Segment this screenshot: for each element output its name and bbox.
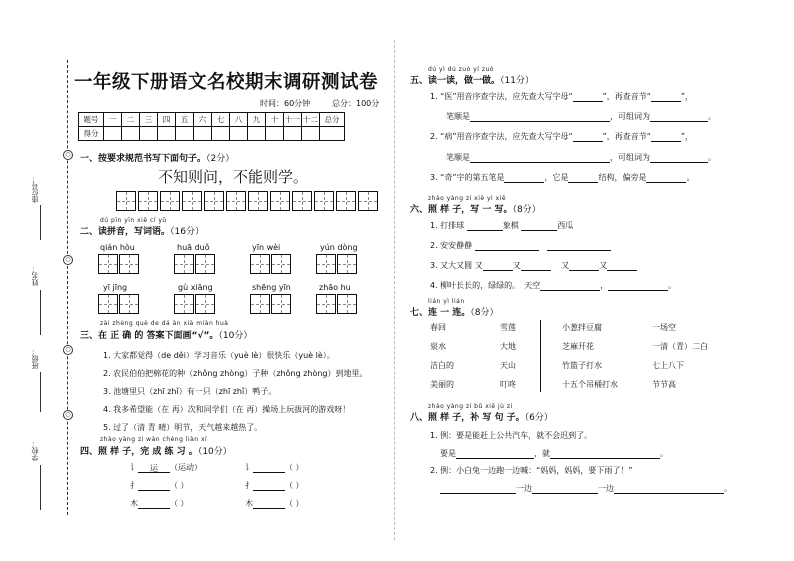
q-text: 一边 <box>598 484 614 493</box>
word-blank[interactable]: （ ） <box>170 481 189 490</box>
writing-cell[interactable] <box>204 191 224 211</box>
score-input-cell[interactable] <box>122 127 140 141</box>
radical-row[interactable] <box>245 480 304 491</box>
answer-blank[interactable] <box>504 173 544 183</box>
choice-item[interactable]: 5. 过了（清 青 晴）明节，天气越来越热了。 <box>103 423 263 432</box>
pinyin-answer-cell[interactable] <box>174 254 194 274</box>
match-item[interactable]: 叮咚 <box>500 380 516 389</box>
radical: 扌 <box>130 481 138 490</box>
pinyin-answer-cell[interactable] <box>250 254 270 274</box>
example-8-2: 2. 例：小白兔一边跑一边喊：“妈妈，妈妈，要下雨了！” <box>430 466 633 475</box>
section-7-title-text: 七、连 一 连。 <box>410 308 471 318</box>
q-text: 2. “病”用音序查字法，应先查大写字母“ <box>430 132 573 141</box>
score-table-cell: 一 <box>104 113 122 127</box>
match-item[interactable]: 七上八下 <box>652 361 684 370</box>
score-input-cell[interactable] <box>266 127 284 141</box>
question-5-1-stroke <box>446 111 716 122</box>
score-input-cell[interactable] <box>104 127 122 141</box>
score-input-cell[interactable] <box>140 127 158 141</box>
total-score-label: 总分：100分 <box>332 99 380 108</box>
pinyin-word: gù xiāng <box>178 283 213 292</box>
question-8-2 <box>440 483 732 494</box>
answer-blank[interactable] <box>568 173 598 183</box>
match-item[interactable]: 节节高 <box>652 380 676 389</box>
class-label: 班级： <box>31 348 39 369</box>
binding-dashed-line <box>67 60 68 515</box>
q-text: 笔顺是 <box>446 153 470 162</box>
radical-row[interactable] <box>130 498 189 509</box>
q-text: ， <box>600 281 609 290</box>
question-5-3 <box>430 172 694 183</box>
pinyin-answer-cell[interactable] <box>337 254 357 274</box>
answer-blank[interactable] <box>532 484 598 494</box>
score-table-score-row <box>79 127 345 141</box>
q-text: 又 <box>599 261 608 270</box>
answer-blank[interactable] <box>475 241 539 251</box>
pinyin-answer-cell[interactable] <box>195 254 215 274</box>
score-table <box>78 112 345 141</box>
pinyin-answer-cell[interactable] <box>119 254 139 274</box>
q-text: 。 <box>708 153 716 162</box>
word-blank[interactable]: （ ） <box>170 499 189 508</box>
score-table-cell: 二 <box>122 113 140 127</box>
answer-blank[interactable] <box>470 112 610 122</box>
writing-cell[interactable] <box>314 191 334 211</box>
section-7-pinyin: lián yì lián <box>428 298 465 305</box>
section-8-pinyin: zhào yàng zi bǔ xiě jù zi <box>428 403 513 410</box>
writing-cell[interactable] <box>358 191 378 211</box>
section-4-points: （10分） <box>197 447 232 457</box>
match-item[interactable]: 竹篮子打水 <box>562 361 602 370</box>
answer-blank[interactable] <box>456 449 534 459</box>
seat-number-label: 座位号： <box>31 175 39 203</box>
answer-blank[interactable] <box>573 92 603 102</box>
score-table-cell: 八 <box>230 113 248 127</box>
answer-blank[interactable] <box>521 221 557 231</box>
q-text: 。 <box>668 281 677 290</box>
q-text: 。 <box>724 484 732 493</box>
answer-blank[interactable] <box>540 281 600 291</box>
word-blank[interactable]: （ ） <box>285 481 304 490</box>
answer-blank[interactable]: 运 <box>138 463 170 473</box>
q-text: 1. “医”用音序查字法，应先查大写字母“ <box>430 92 573 101</box>
radical-row[interactable] <box>130 462 202 473</box>
q-text: ，可组词为 <box>610 153 650 162</box>
radical-row[interactable] <box>130 480 189 491</box>
choice-item[interactable]: 4. 我多希望能（在 再）次和同学们（在 再）操场上玩拔河的游戏呀！ <box>103 405 351 414</box>
example-8-1: 1. 例：要是能赶上公共汽车，就不会迟到了。 <box>430 431 593 440</box>
answer-blank[interactable] <box>608 281 668 291</box>
score-table-cell: 总分 <box>320 113 345 127</box>
q-text: 象棋 <box>502 221 519 230</box>
score-input-cell[interactable] <box>212 127 230 141</box>
answer-blank[interactable] <box>569 261 599 271</box>
section-5-title-text: 五、读一读，做一做。 <box>410 76 501 86</box>
answer-blank[interactable] <box>253 481 285 491</box>
match-item[interactable]: 十五个吊桶打水 <box>562 380 618 389</box>
q-text: ”， <box>680 92 694 101</box>
section-7-title <box>410 305 499 318</box>
q-text: 又 <box>474 261 483 270</box>
section-4-title-text: 四、照 样 子，完 成 练 习 。 <box>80 447 198 457</box>
writing-cell[interactable] <box>182 191 202 211</box>
q-text: 。 <box>686 173 695 182</box>
q-text: ”， <box>680 132 694 141</box>
section-2-points: （16分） <box>170 227 204 237</box>
writing-cell[interactable] <box>336 191 356 211</box>
match-item[interactable]: 天山 <box>500 361 516 370</box>
answer-blank[interactable] <box>483 261 513 271</box>
section-4-title <box>80 444 232 457</box>
score-input-cell[interactable] <box>320 127 345 141</box>
score-table-cell: 得分 <box>79 127 104 141</box>
pinyin-answer-cell[interactable] <box>119 294 139 314</box>
q-text: ，它是 <box>544 173 569 182</box>
q-text: 4. 柳叶长长的，绿绿的。 <box>430 281 517 290</box>
writing-cell[interactable] <box>248 191 268 211</box>
page-title: 一年级下册语文名校期末调研测试卷 <box>74 72 379 93</box>
pinyin-word: yīn wèi <box>252 243 281 252</box>
section-6-pinyin: zhào yàng zi xiě yì xiě <box>428 195 507 202</box>
q-text: ”，再查音节“ <box>602 132 651 141</box>
q-text: 结构，偏旁是 <box>598 173 647 182</box>
word-blank[interactable]: （运动） <box>170 463 202 472</box>
q-text: 笔顺是 <box>446 112 470 121</box>
section-3-points: （10分） <box>218 331 253 341</box>
score-input-cell[interactable] <box>176 127 194 141</box>
score-input-cell[interactable] <box>284 127 302 141</box>
pinyin-answer-cell[interactable] <box>195 294 215 314</box>
radical: 木 <box>245 499 253 508</box>
question-8-1 <box>440 448 668 459</box>
school-line[interactable] <box>40 465 41 510</box>
time-label: 时间：60分钟 <box>260 99 311 108</box>
binding-hole: ○ <box>63 255 73 265</box>
q-text: 又 <box>561 261 570 270</box>
answer-blank[interactable] <box>646 173 686 183</box>
section-7-points: （8分） <box>470 308 499 318</box>
score-table-cell: 三 <box>140 113 158 127</box>
answer-blank[interactable] <box>614 484 724 494</box>
section-5-pinyin: dú yì dú zuò yí zuò <box>428 66 494 73</box>
question-6-3 <box>430 260 637 271</box>
school-label: 学校： <box>31 440 39 461</box>
q-text: 天空 <box>524 281 541 290</box>
page-divider <box>394 40 395 540</box>
writing-cell[interactable] <box>116 191 136 211</box>
binding-hole: ○ <box>63 410 73 420</box>
writing-cell[interactable] <box>160 191 180 211</box>
pinyin-answer-cell[interactable] <box>271 254 291 274</box>
match-divider <box>540 320 541 392</box>
q-text: 。 <box>708 112 716 121</box>
question-6-4 <box>430 280 676 291</box>
section-8-title-text: 八、照 样 子，补 写 句 子。 <box>410 413 525 423</box>
section-3-title-text: 三、在 正 确 的 答案下面画“√”。 <box>80 331 219 341</box>
pinyin-answer-cell[interactable] <box>174 294 194 314</box>
pinyin-word: huā duǒ <box>177 243 210 252</box>
answer-blank[interactable] <box>138 481 170 491</box>
score-table-cell: 九 <box>248 113 266 127</box>
section-1-points: （2分） <box>206 154 235 164</box>
radical: 讠 <box>130 463 138 472</box>
score-table-cell: 四 <box>158 113 176 127</box>
section-8-points: （6分） <box>524 413 553 423</box>
q-text: 西瓜 <box>557 221 574 230</box>
match-item[interactable]: 洁白的 <box>430 361 454 370</box>
answer-blank[interactable] <box>253 463 285 473</box>
answer-blank[interactable] <box>521 261 551 271</box>
pinyin-answer-cell[interactable] <box>316 294 336 314</box>
match-item[interactable]: 泉水 <box>430 342 446 351</box>
writing-cell[interactable] <box>138 191 158 211</box>
match-item[interactable]: 一清（青）二白 <box>652 342 708 351</box>
score-input-cell[interactable] <box>194 127 212 141</box>
q-text: 3. “奇”字的第五笔是 <box>430 173 505 182</box>
section-2-pinyin: dú pīn yīn xiě cí yǔ <box>100 217 167 224</box>
score-table-cell: 六 <box>194 113 212 127</box>
name-label: 姓名： <box>31 265 39 286</box>
score-table-cell: 七 <box>212 113 230 127</box>
score-table-cell: 题号 <box>79 113 104 127</box>
answer-blank[interactable] <box>467 221 503 231</box>
section-4-pinyin: zhào yàng zi wán chéng liàn xí <box>100 436 208 443</box>
writing-cell[interactable] <box>292 191 312 211</box>
section-5-title <box>410 73 534 86</box>
q-text: ”，再查音节“ <box>602 92 651 101</box>
pinyin-word: yún dòng <box>320 243 358 252</box>
pinyin-answer-cell[interactable] <box>316 254 336 274</box>
q-text: ，就 <box>534 449 550 458</box>
score-input-cell[interactable] <box>302 127 320 141</box>
match-item[interactable]: 雪莲 <box>500 323 516 332</box>
question-6-1 <box>430 220 573 231</box>
section-6-points: （8分） <box>512 205 541 215</box>
score-input-cell[interactable] <box>230 127 248 141</box>
answer-blank[interactable] <box>650 112 708 122</box>
section-8-title <box>410 410 553 423</box>
class-line[interactable] <box>40 372 41 412</box>
radical: 扌 <box>245 481 253 490</box>
pinyin-word: yī jīng <box>103 283 128 292</box>
word-blank[interactable]: （ ） <box>285 463 304 472</box>
choice-item[interactable]: 2. 农民伯伯把棉花的种（zhǒng zhòng）子种（zhǒng zhòng）到地里。 <box>103 369 368 378</box>
answer-blank[interactable] <box>651 132 681 142</box>
answer-blank[interactable] <box>651 92 681 102</box>
question-5-1 <box>430 91 693 102</box>
q-text: 又 <box>512 261 521 270</box>
section-3-pinyin: zài zhèng què de dá àn xià miàn huà <box>100 320 229 327</box>
writing-grid[interactable] <box>116 189 382 211</box>
section-1-title <box>80 151 234 164</box>
q-text: 。 <box>660 449 668 458</box>
match-item[interactable]: 一场空 <box>652 323 676 332</box>
score-table-cell: 十二 <box>302 113 320 127</box>
score-input-cell[interactable] <box>248 127 266 141</box>
writing-cell[interactable] <box>226 191 246 211</box>
section-6-title <box>410 202 541 215</box>
q-text: ，可组词为 <box>610 112 650 121</box>
score-table-header-row <box>79 113 345 127</box>
answer-blank[interactable] <box>650 153 708 163</box>
radical-row[interactable] <box>245 498 304 509</box>
question-5-2-stroke <box>446 152 716 163</box>
answer-blank[interactable] <box>547 241 611 251</box>
answer-blank[interactable] <box>253 499 285 509</box>
pinyin-answer-cell[interactable] <box>98 254 118 274</box>
match-item[interactable]: 芝麻开花 <box>562 342 594 351</box>
match-item[interactable]: 小葱拌豆腐 <box>562 323 602 332</box>
answer-blank[interactable] <box>440 484 516 494</box>
pinyin-word: zhāo hu <box>319 283 351 292</box>
pinyin-word: shēng yīn <box>252 283 291 292</box>
section-5-points: （11分） <box>500 76 534 86</box>
radical: 木 <box>130 499 138 508</box>
answer-blank[interactable] <box>573 132 603 142</box>
q-text: 1. 打排球 <box>430 221 465 230</box>
binding-hole: ○ <box>63 345 73 355</box>
score-table-cell: 十一 <box>284 113 302 127</box>
pinyin-answer-cell[interactable] <box>250 294 270 314</box>
binding-hole: ○ <box>63 150 73 160</box>
score-input-cell[interactable] <box>158 127 176 141</box>
question-6-2 <box>430 240 611 251</box>
section-3-title <box>80 328 252 341</box>
match-item[interactable]: 大地 <box>500 342 516 351</box>
q-text: 要是 <box>440 449 456 458</box>
section-1-title-text: 一、按要求规范书写下面句子。 <box>80 154 207 164</box>
match-item[interactable]: 美丽的 <box>430 380 454 389</box>
section-6-title-text: 六、照 样 子，写 一 写。 <box>410 205 513 215</box>
name-line[interactable] <box>40 290 41 335</box>
section-2-title-text: 二、读拼音，写词语。 <box>80 227 171 237</box>
section-2-title <box>80 224 204 237</box>
q-text: 2. 安安静静 <box>430 241 473 250</box>
radical-row[interactable] <box>245 462 304 473</box>
choice-item[interactable]: 1. 大家都觉得（de děi）学习音乐（yuè lè）很快乐（yuè lè）。 <box>103 351 335 360</box>
pinyin-answer-cell[interactable] <box>98 294 118 314</box>
choice-item[interactable]: 3. 池塘里只（zhī zhǐ）有一只（zhī zhǐ）鸭子。 <box>103 387 277 396</box>
score-table-cell: 十 <box>266 113 284 127</box>
answer-blank[interactable] <box>607 261 637 271</box>
question-5-2 <box>430 131 693 142</box>
pinyin-answer-cell[interactable] <box>271 294 291 314</box>
q-text: 一边 <box>516 484 532 493</box>
q-text: 3. 又大又圆 <box>430 261 473 270</box>
word-blank[interactable]: （ ） <box>285 499 304 508</box>
answer-blank[interactable] <box>550 449 660 459</box>
match-item[interactable]: 春回 <box>430 323 446 332</box>
score-table-cell: 五 <box>176 113 194 127</box>
pinyin-word: qián hòu <box>100 243 135 252</box>
pinyin-answer-cell[interactable] <box>337 294 357 314</box>
answer-blank[interactable] <box>470 153 610 163</box>
seat-number-line[interactable] <box>40 205 41 240</box>
answer-blank[interactable] <box>138 499 170 509</box>
radical: 讠 <box>245 463 253 472</box>
copy-sentence: 不知则问，不能则学。 <box>158 168 309 186</box>
writing-cell[interactable] <box>270 191 290 211</box>
